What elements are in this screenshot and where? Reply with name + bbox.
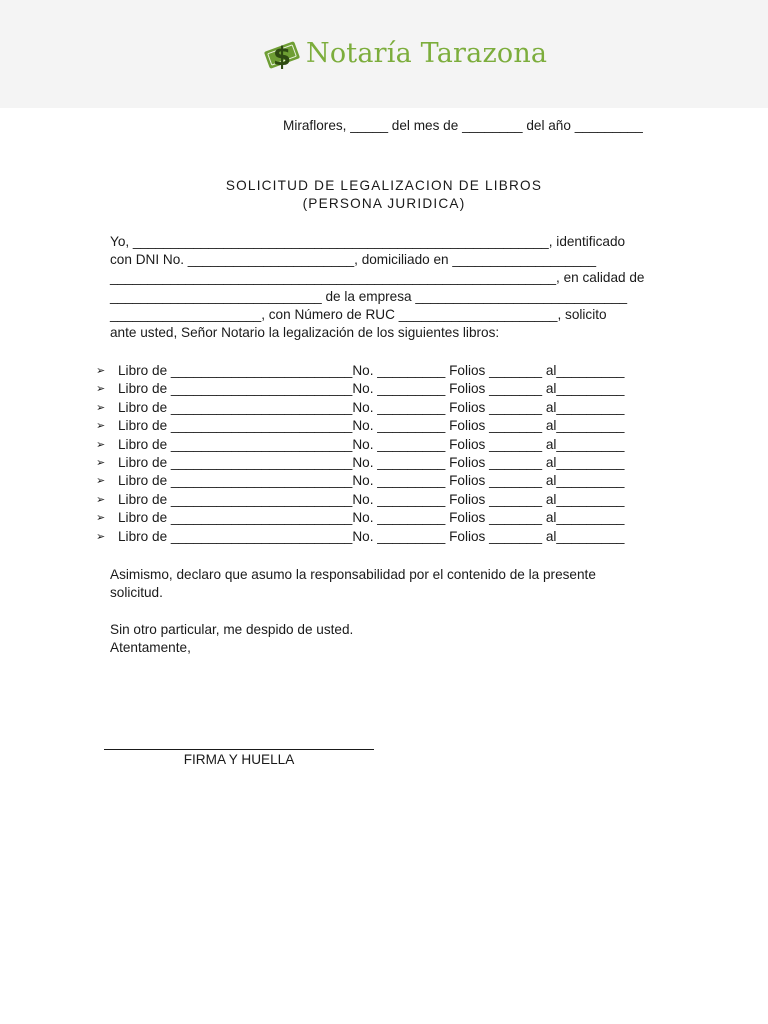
book-item: Libro de ________________________No. _________ Folios _______ al_________ (118, 400, 625, 415)
body-line: ante usted, Señor Notario la legalización de los siguientes libros: (110, 325, 500, 340)
svg-text:$: $ (272, 42, 292, 72)
book-item: Libro de ________________________No. _________ Folios _______ al_________ (118, 492, 625, 507)
book-item: Libro de ________________________No. _________ Folios _______ al_________ (118, 473, 625, 488)
book-item: Libro de ________________________No. _________ Folios _______ al_________ (118, 381, 625, 396)
arrow-bullet-icon: ➢ (96, 512, 106, 524)
arrow-bullet-icon: ➢ (96, 383, 106, 395)
document-subtitle: (PERSONA JURIDICA) (302, 196, 466, 211)
arrow-bullet-icon: ➢ (96, 531, 106, 543)
body-line: Yo, _______________________________________________________, identificado (110, 234, 626, 249)
dollar-bill-icon (262, 38, 302, 72)
date-line: Miraflores, _____ del mes de ________ del año _________ (283, 118, 643, 133)
closing-line: Atentamente, (110, 640, 191, 655)
arrow-bullet-icon: ➢ (96, 365, 106, 377)
book-item: Libro de ________________________No. _________ Folios _______ al_________ (118, 437, 625, 452)
signature-line (104, 749, 374, 750)
arrow-bullet-icon: ➢ (96, 420, 106, 432)
declaration-line: solicitud. (110, 585, 163, 600)
book-item: Libro de ________________________No. _________ Folios _______ al_________ (118, 510, 625, 525)
body-line: con DNI No. ______________________, domiciliado en ___________________ (110, 252, 597, 267)
document-title: SOLICITUD DE LEGALIZACION DE LIBROS (225, 178, 543, 193)
book-item: Libro de ________________________No. _________ Folios _______ al_________ (118, 455, 625, 470)
book-item: Libro de ________________________No. _________ Folios _______ al_________ (118, 418, 625, 433)
arrow-bullet-icon: ➢ (96, 457, 106, 469)
closing-line: Sin otro particular, me despido de usted. (110, 622, 354, 637)
book-item: Libro de ________________________No. _________ Folios _______ al_________ (118, 363, 625, 378)
declaration-line: Asimismo, declaro que asumo la responsabilidad por el contenido de la presente (110, 567, 596, 582)
arrow-bullet-icon: ➢ (96, 439, 106, 451)
header-banner (0, 0, 768, 108)
arrow-bullet-icon: ➢ (96, 475, 106, 487)
book-item: Libro de ________________________No. _________ Folios _______ al_________ (118, 529, 625, 544)
body-line: ___________________________________________________________, en calidad de (110, 270, 645, 285)
arrow-bullet-icon: ➢ (96, 494, 106, 506)
body-line: ____________________________ de la empresa ____________________________ (110, 289, 628, 304)
signature-label: FIRMA Y HUELLA (183, 752, 295, 767)
body-line: ____________________, con Número de RUC _____________________, solicito (110, 307, 607, 322)
brand-name: Notaría Tarazona (306, 38, 548, 69)
arrow-bullet-icon: ➢ (96, 402, 106, 414)
